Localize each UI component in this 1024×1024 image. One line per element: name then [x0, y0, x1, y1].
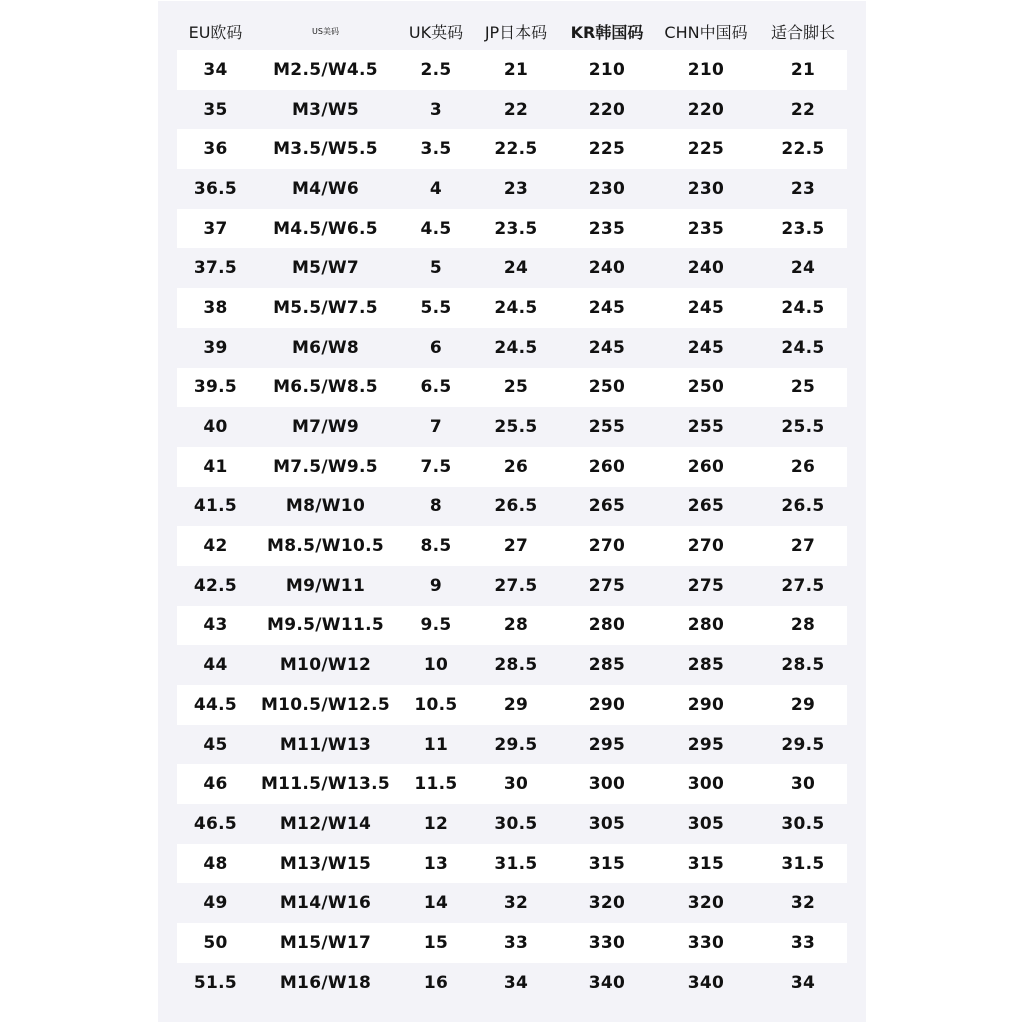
cell-foot-length: 21 [790, 59, 816, 80]
cell-kr: 220 [588, 99, 626, 120]
cell-jp: 21 [503, 59, 529, 80]
cell-kr: 235 [588, 218, 626, 239]
cell-foot-length: 31.5 [781, 853, 825, 874]
cell-jp: 26 [503, 456, 529, 477]
cell-chn: 230 [687, 178, 725, 199]
cell-eu: 46 [203, 774, 228, 795]
cell-kr: 240 [588, 258, 626, 279]
table-row [177, 368, 847, 408]
cell-chn: 245 [687, 337, 725, 358]
cell-kr: 270 [588, 536, 626, 557]
cell-kr: 330 [588, 932, 626, 953]
cell-chn: 275 [687, 575, 725, 596]
cell-uk: 2.5 [420, 59, 452, 80]
cell-chn: 285 [687, 655, 725, 676]
cell-us: M13/W15 [279, 853, 372, 874]
cell-uk: 5 [429, 258, 443, 279]
cell-eu: 39 [203, 337, 228, 358]
cell-foot-length: 22.5 [781, 139, 825, 160]
cell-kr: 225 [588, 139, 626, 160]
cell-foot-length: 28.5 [781, 655, 825, 676]
cell-jp: 24.5 [494, 337, 538, 358]
cell-foot-length: 23 [790, 178, 816, 199]
cell-chn: 300 [687, 774, 725, 795]
cell-jp: 24.5 [494, 297, 538, 318]
cell-eu: 43 [203, 615, 228, 636]
cell-kr: 245 [588, 297, 626, 318]
cell-foot-length: 30 [790, 774, 816, 795]
cell-chn: 265 [687, 496, 725, 517]
cell-eu: 41.5 [193, 496, 238, 517]
table-row [177, 844, 847, 884]
cell-us: M4/W6 [291, 178, 360, 199]
cell-jp: 23.5 [494, 218, 538, 239]
cell-jp: 28.5 [494, 655, 538, 676]
cell-eu: 42.5 [193, 575, 238, 596]
cell-jp: 27 [503, 536, 529, 557]
cell-foot-length: 33 [790, 932, 816, 953]
table-row [177, 645, 847, 685]
table-row [177, 248, 847, 288]
cell-uk: 7.5 [420, 456, 452, 477]
cell-foot-length: 29 [790, 694, 816, 715]
cell-us: M11.5/W13.5 [260, 774, 391, 795]
table-row [177, 764, 847, 804]
cell-chn: 210 [687, 59, 725, 80]
cell-uk: 14 [423, 893, 449, 914]
cell-us: M8.5/W10.5 [267, 536, 384, 557]
header-kr: KR韩国码 [570, 22, 644, 42]
table-row [177, 963, 847, 1003]
cell-foot-length: 32 [790, 893, 816, 914]
cell-jp: 23 [503, 178, 529, 199]
table-row [177, 328, 847, 368]
cell-kr: 280 [588, 615, 626, 636]
cell-eu: 34 [203, 59, 228, 80]
cell-eu: 35 [203, 99, 228, 120]
cell-jp: 33 [503, 932, 529, 953]
cell-jp: 29.5 [494, 734, 538, 755]
cell-jp: 27.5 [494, 575, 538, 596]
cell-eu: 45 [203, 734, 228, 755]
cell-uk: 5.5 [420, 297, 452, 318]
table-row [177, 50, 847, 90]
cell-kr: 265 [588, 496, 626, 517]
cell-uk: 3.5 [420, 139, 452, 160]
cell-chn: 255 [687, 417, 725, 438]
cell-eu: 50 [203, 932, 228, 953]
cell-uk: 8.5 [420, 536, 452, 557]
table-row [177, 804, 847, 844]
table-row [177, 606, 847, 646]
table-header [177, 12, 847, 50]
cell-us: M14/W16 [279, 893, 372, 914]
cell-uk: 11 [423, 734, 449, 755]
cell-uk: 8 [429, 496, 443, 517]
cell-chn: 340 [687, 972, 725, 993]
table-row [177, 725, 847, 765]
cell-kr: 210 [588, 59, 626, 80]
table-row [177, 685, 847, 725]
cell-foot-length: 27 [790, 536, 816, 557]
cell-uk: 10 [423, 655, 449, 676]
cell-uk: 6 [429, 337, 443, 358]
cell-uk: 7 [429, 417, 443, 438]
cell-chn: 315 [687, 853, 725, 874]
cell-chn: 245 [687, 297, 725, 318]
cell-foot-length: 26 [790, 456, 816, 477]
cell-kr: 340 [588, 972, 626, 993]
cell-foot-length: 23.5 [781, 218, 825, 239]
cell-us: M6.5/W8.5 [273, 377, 378, 398]
cell-us: M10.5/W12.5 [260, 694, 391, 715]
cell-chn: 235 [687, 218, 725, 239]
cell-kr: 290 [588, 694, 626, 715]
cell-kr: 275 [588, 575, 626, 596]
cell-chn: 320 [687, 893, 725, 914]
cell-kr: 315 [588, 853, 626, 874]
cell-kr: 305 [588, 813, 626, 834]
cell-us: M5.5/W7.5 [273, 297, 378, 318]
cell-foot-length: 28 [790, 615, 816, 636]
header-foot-length: 适合脚长 [770, 22, 835, 42]
cell-chn: 290 [687, 694, 725, 715]
cell-uk: 4.5 [420, 218, 452, 239]
cell-uk: 12 [423, 813, 449, 834]
cell-kr: 300 [588, 774, 626, 795]
cell-eu: 42 [203, 536, 228, 557]
cell-foot-length: 25.5 [781, 417, 825, 438]
cell-uk: 10.5 [414, 694, 458, 715]
cell-kr: 260 [588, 456, 626, 477]
cell-us: M5/W7 [291, 258, 360, 279]
table-row [177, 209, 847, 249]
header-chn: CHN中国码 [664, 22, 748, 42]
cell-jp: 31.5 [494, 853, 538, 874]
cell-eu: 37 [203, 218, 228, 239]
table-row [177, 487, 847, 527]
cell-jp: 28 [503, 615, 529, 636]
cell-us: M4.5/W6.5 [273, 218, 378, 239]
cell-eu: 40 [203, 417, 228, 438]
cell-kr: 250 [588, 377, 626, 398]
table-row [177, 288, 847, 328]
cell-jp: 30 [503, 774, 529, 795]
table-row [177, 90, 847, 130]
cell-jp: 22.5 [494, 139, 538, 160]
cell-jp: 26.5 [494, 496, 538, 517]
header-jp: JP日本码 [484, 22, 548, 42]
cell-chn: 295 [687, 734, 725, 755]
cell-jp: 32 [503, 893, 529, 914]
cell-chn: 270 [687, 536, 725, 557]
cell-foot-length: 30.5 [781, 813, 825, 834]
cell-chn: 225 [687, 139, 725, 160]
cell-kr: 230 [588, 178, 626, 199]
table-body [177, 50, 847, 1003]
cell-foot-length: 22 [790, 99, 816, 120]
cell-jp: 29 [503, 694, 529, 715]
cell-foot-length: 24.5 [781, 297, 825, 318]
cell-uk: 9 [429, 575, 443, 596]
cell-us: M15/W17 [279, 932, 372, 953]
cell-us: M2.5/W4.5 [273, 59, 378, 80]
cell-foot-length: 25 [790, 377, 816, 398]
cell-eu: 44 [203, 655, 228, 676]
cell-chn: 240 [687, 258, 725, 279]
cell-us: M10/W12 [279, 655, 372, 676]
cell-uk: 11.5 [414, 774, 458, 795]
cell-uk: 9.5 [420, 615, 452, 636]
cell-foot-length: 24 [790, 258, 816, 279]
cell-eu: 49 [203, 893, 228, 914]
cell-us: M12/W14 [279, 813, 372, 834]
table-row [177, 923, 847, 963]
cell-eu: 48 [203, 853, 228, 874]
header-us: US美码 [312, 26, 339, 36]
cell-foot-length: 27.5 [781, 575, 825, 596]
table-row [177, 169, 847, 209]
cell-jp: 25.5 [494, 417, 538, 438]
table-row [177, 566, 847, 606]
cell-chn: 280 [687, 615, 725, 636]
cell-us: M9/W11 [285, 575, 366, 596]
cell-us: M6/W8 [291, 337, 360, 358]
cell-uk: 6.5 [420, 377, 452, 398]
table-row [177, 447, 847, 487]
cell-chn: 260 [687, 456, 725, 477]
cell-kr: 320 [588, 893, 626, 914]
cell-eu: 38 [203, 297, 228, 318]
cell-kr: 245 [588, 337, 626, 358]
cell-eu: 37.5 [193, 258, 238, 279]
table-row [177, 526, 847, 566]
cell-jp: 30.5 [494, 813, 538, 834]
cell-us: M9.5/W11.5 [267, 615, 384, 636]
cell-us: M3/W5 [291, 99, 360, 120]
cell-eu: 46.5 [193, 813, 238, 834]
table-row [177, 883, 847, 923]
cell-kr: 255 [588, 417, 626, 438]
header-eu: EU欧码 [188, 22, 243, 42]
cell-chn: 330 [687, 932, 725, 953]
cell-uk: 16 [423, 972, 449, 993]
cell-eu: 36.5 [193, 178, 238, 199]
cell-us: M7.5/W9.5 [273, 456, 378, 477]
cell-kr: 295 [588, 734, 626, 755]
cell-foot-length: 26.5 [781, 496, 825, 517]
cell-eu: 44.5 [193, 694, 238, 715]
cell-us: M7/W9 [291, 417, 360, 438]
cell-uk: 15 [423, 932, 449, 953]
cell-foot-length: 34 [790, 972, 816, 993]
cell-foot-length: 24.5 [781, 337, 825, 358]
table-row [177, 407, 847, 447]
cell-us: M3.5/W5.5 [273, 139, 378, 160]
cell-uk: 4 [429, 178, 443, 199]
cell-jp: 22 [503, 99, 529, 120]
cell-uk: 13 [423, 853, 449, 874]
cell-chn: 250 [687, 377, 725, 398]
cell-jp: 24 [503, 258, 529, 279]
table-row [177, 129, 847, 169]
cell-eu: 41 [203, 456, 228, 477]
cell-kr: 285 [588, 655, 626, 676]
cell-us: M11/W13 [279, 734, 372, 755]
cell-eu: 36 [203, 139, 228, 160]
cell-eu: 51.5 [193, 972, 238, 993]
cell-eu: 39.5 [193, 377, 238, 398]
cell-chn: 220 [687, 99, 725, 120]
cell-jp: 25 [503, 377, 529, 398]
cell-us: M8/W10 [285, 496, 366, 517]
cell-us: M16/W18 [279, 972, 372, 993]
cell-jp: 34 [503, 972, 529, 993]
cell-foot-length: 29.5 [781, 734, 825, 755]
cell-chn: 305 [687, 813, 725, 834]
cell-uk: 3 [429, 99, 443, 120]
header-uk: UK英码 [408, 22, 464, 42]
